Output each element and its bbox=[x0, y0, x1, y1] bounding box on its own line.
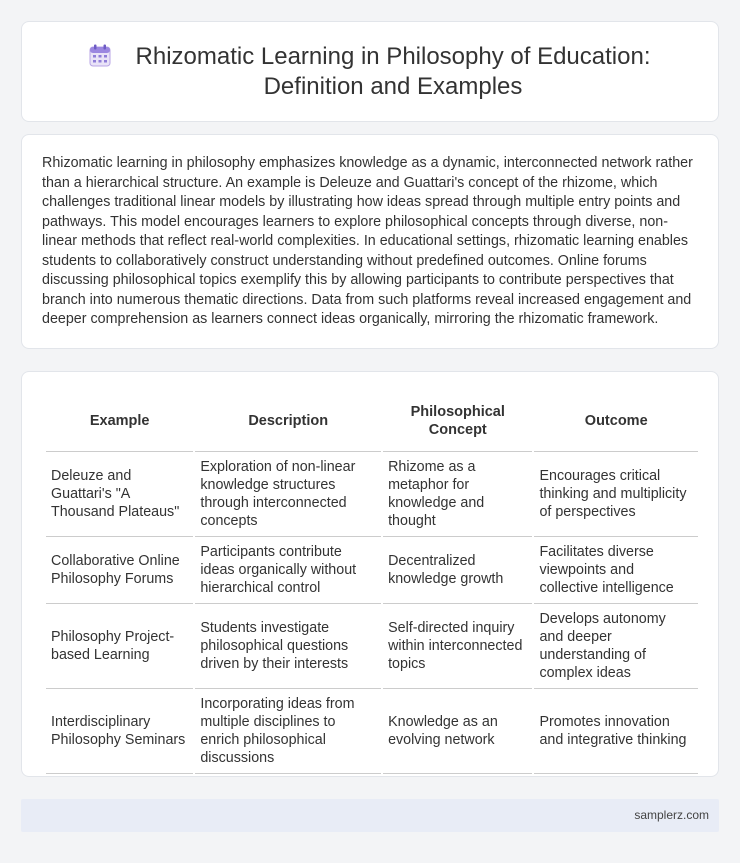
column-header-example: Example bbox=[46, 390, 193, 452]
cell-outcome: Develops autonomy and deeper understanding of complex ideas bbox=[534, 604, 698, 689]
table-row bbox=[46, 689, 698, 774]
cell-example: Deleuze and Guattari's "A Thousand Plateaus" bbox=[46, 452, 193, 537]
footer bbox=[21, 799, 719, 832]
footer-site-link[interactable]: samplerz.com bbox=[634, 808, 709, 822]
cell-outcome: Promotes innovation and integrative thinking bbox=[534, 689, 698, 774]
cell-description: Students investigate philosophical questions driven by their interests bbox=[195, 604, 381, 689]
cell-concept: Knowledge as an evolving network bbox=[383, 689, 532, 774]
intro-card bbox=[21, 134, 719, 349]
cell-description: Incorporating ideas from multiple disciplines to enrich philosophical discussions bbox=[195, 689, 381, 774]
column-header-description: Description bbox=[195, 390, 381, 452]
column-header-concept: Philosophical Concept bbox=[383, 390, 532, 452]
intro-paragraph: Rhizomatic learning in philosophy emphasizes knowledge as a dynamic, interconnected network rather than a hierarchical structure. An example is Deleuze and Guattari's concept of the rhizome, which challenges traditional linear models by illustrating how ideas spread through multiple entry points and pathways. This model encourages learners to explore philosophical concepts through diverse, non-linear methods that reflect real-world complexities. In educational settings, rhizomatic learning enables students to collaboratively construct understanding without predefined outcomes. Online forums discussing philosophical topics exemplify this by allowing participants to contribute perspectives that branch into numerous thematic directions. Data from such platforms reveal increased engagement and deeper comprehension as learners connect ideas organically, mirroring the rhizomatic framework. bbox=[42, 155, 693, 327]
cell-outcome: Facilitates diverse viewpoints and collective intelligence bbox=[534, 537, 698, 604]
table-header-row bbox=[46, 390, 698, 452]
title-card bbox=[21, 21, 719, 122]
page-title: Rhizomatic Learning in Philosophy of Education: Definition and Examples bbox=[135, 42, 651, 100]
table-row bbox=[46, 537, 698, 604]
column-header-outcome: Outcome bbox=[534, 390, 698, 452]
table-row bbox=[46, 452, 698, 537]
examples-table bbox=[44, 390, 700, 774]
cell-example: Interdisciplinary Philosophy Seminars bbox=[46, 689, 193, 774]
cell-concept: Rhizome as a metaphor for knowledge and thought bbox=[383, 452, 532, 537]
title-wrap bbox=[87, 42, 653, 102]
cell-description: Exploration of non-linear knowledge structures through interconnected concepts bbox=[195, 452, 381, 537]
cell-outcome: Encourages critical thinking and multiplicity of perspectives bbox=[534, 452, 698, 537]
cell-example: Philosophy Project-based Learning bbox=[46, 604, 193, 689]
table-row bbox=[46, 604, 698, 689]
table-card bbox=[21, 371, 719, 777]
cell-description: Participants contribute ideas organically without hierarchical control bbox=[195, 537, 381, 604]
calendar-icon bbox=[87, 44, 113, 68]
cell-example: Collaborative Online Philosophy Forums bbox=[46, 537, 193, 604]
cell-concept: Self-directed inquiry within interconnected topics bbox=[383, 604, 532, 689]
cell-concept: Decentralized knowledge growth bbox=[383, 537, 532, 604]
